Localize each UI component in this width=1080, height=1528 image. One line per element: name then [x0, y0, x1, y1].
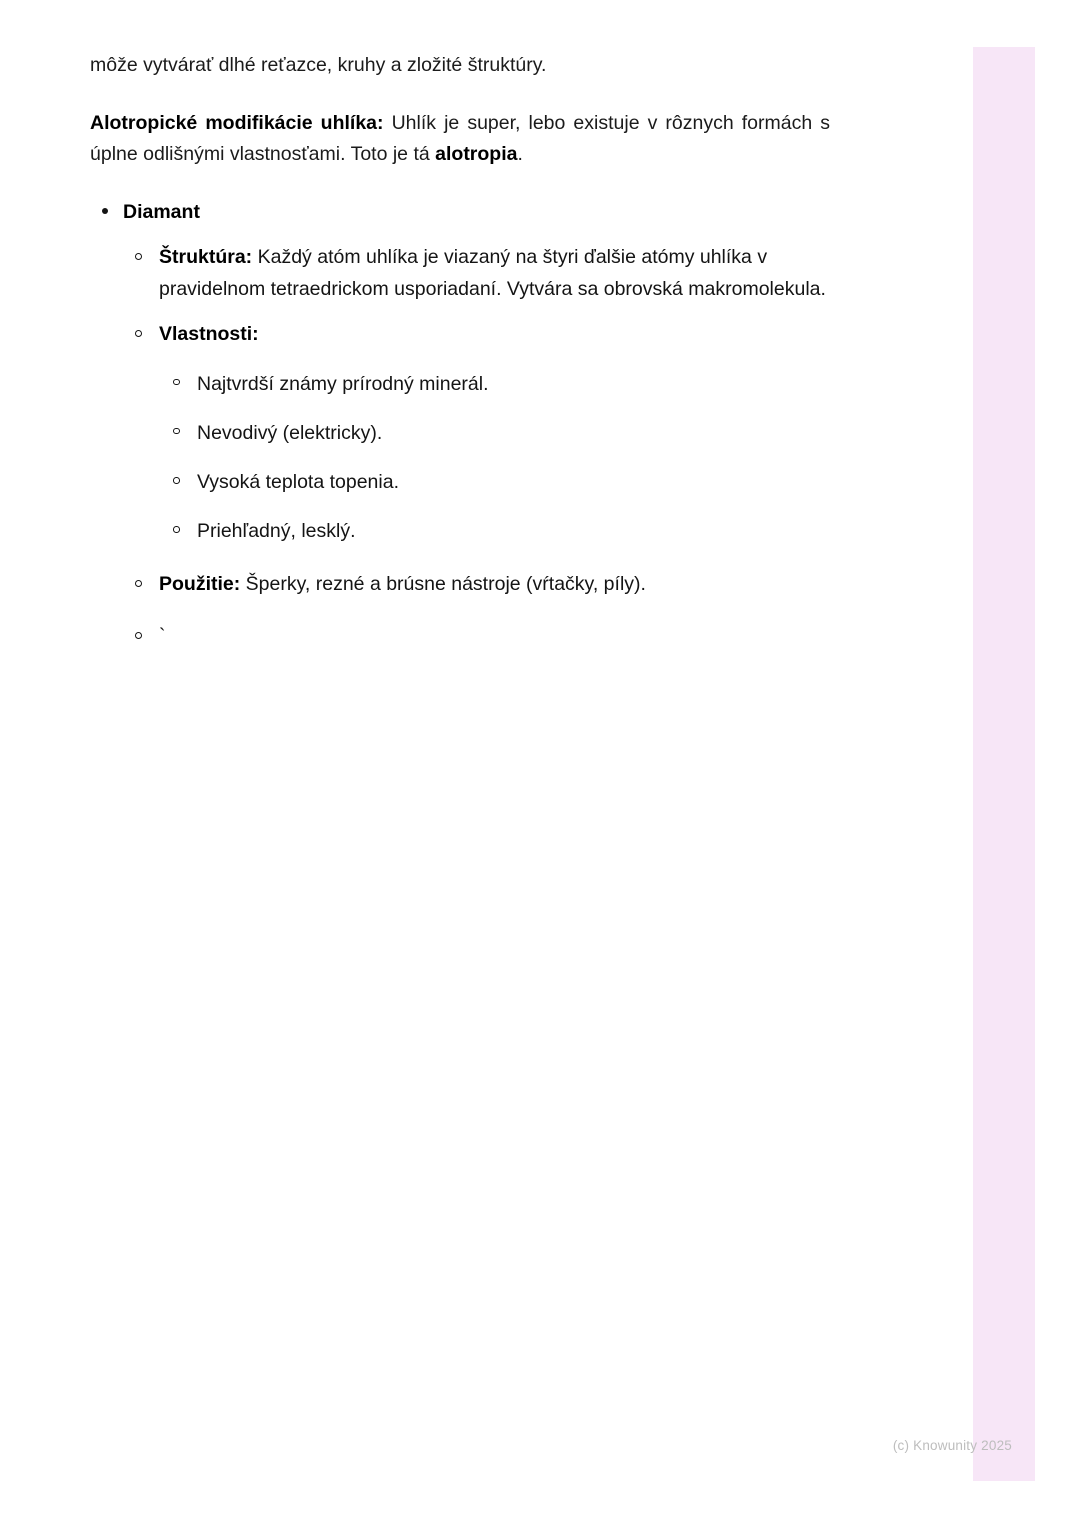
list-item	[159, 467, 830, 498]
bullet-circle-small-icon	[173, 379, 180, 386]
watermark: (c) Knowunity 2025	[892, 1438, 1012, 1453]
list-item	[159, 516, 830, 547]
list-item-diamant	[90, 197, 830, 653]
intro-paragraph: môže vytvárať dlhé reťazce, kruhy a zložité štruktúry.	[90, 54, 547, 76]
vlastnost-text: Priehľadný, lesklý.	[197, 520, 356, 543]
struktura-text: Každý atóm uhlíka je viazaný na štyri ďalšie atómy uhlíka v pravidelnom tetraedrickom usporiadaní. Vytvára sa obrovská makromolekula.	[159, 245, 826, 300]
pouzitie-text: Šperky, rezné a brúsne nástroje (vŕtačky, píly).	[240, 573, 646, 596]
bullet-circle-icon	[135, 330, 142, 337]
vlastnosti-lead: Vlastnosti:	[159, 323, 259, 346]
allotropes-paragraph	[90, 108, 830, 171]
bullet-circle-small-icon	[173, 526, 180, 533]
list-item	[159, 418, 830, 449]
section-title: Diamant	[123, 200, 200, 223]
list-item	[159, 369, 830, 400]
struktura-lead: Štruktúra:	[159, 245, 253, 268]
bullet-circle-icon	[135, 253, 142, 260]
vlastnost-text: Nevodivý (elektricky).	[197, 421, 383, 444]
bullet-circle-small-icon	[173, 477, 180, 484]
document-content	[90, 50, 830, 655]
allotropes-body-2: .	[517, 143, 523, 166]
bullet-circle-icon	[135, 580, 142, 587]
diamant-detail-list	[123, 242, 830, 653]
trailing-text: `	[159, 624, 166, 647]
bullet-circle-small-icon	[173, 428, 180, 435]
list-item-pouzitie	[123, 569, 830, 601]
allotropes-body-1: Uhlík je super, lebo existuje v rôznych formách s úplne odlišnými vlastnosťami. Toto je tá	[90, 111, 831, 166]
bullet-disc-icon	[102, 208, 108, 214]
allotropes-emphasis: alotropia	[435, 143, 518, 166]
decorative-side-band	[973, 47, 1035, 1481]
vlastnost-text: Vysoká teplota topenia.	[197, 471, 399, 494]
list-item-vlastnosti	[123, 319, 830, 547]
section-list	[90, 197, 830, 653]
list-item-trailing	[123, 621, 830, 653]
pouzitie-lead: Použitie:	[159, 573, 241, 596]
list-item-struktura	[123, 242, 830, 305]
allotropes-lead: Alotropické modifikácie uhlíka:	[90, 111, 384, 134]
vlastnost-text: Najtvrdší známy prírodný minerál.	[197, 372, 489, 395]
bullet-circle-icon	[135, 632, 142, 639]
vlastnosti-sublist	[159, 369, 830, 548]
